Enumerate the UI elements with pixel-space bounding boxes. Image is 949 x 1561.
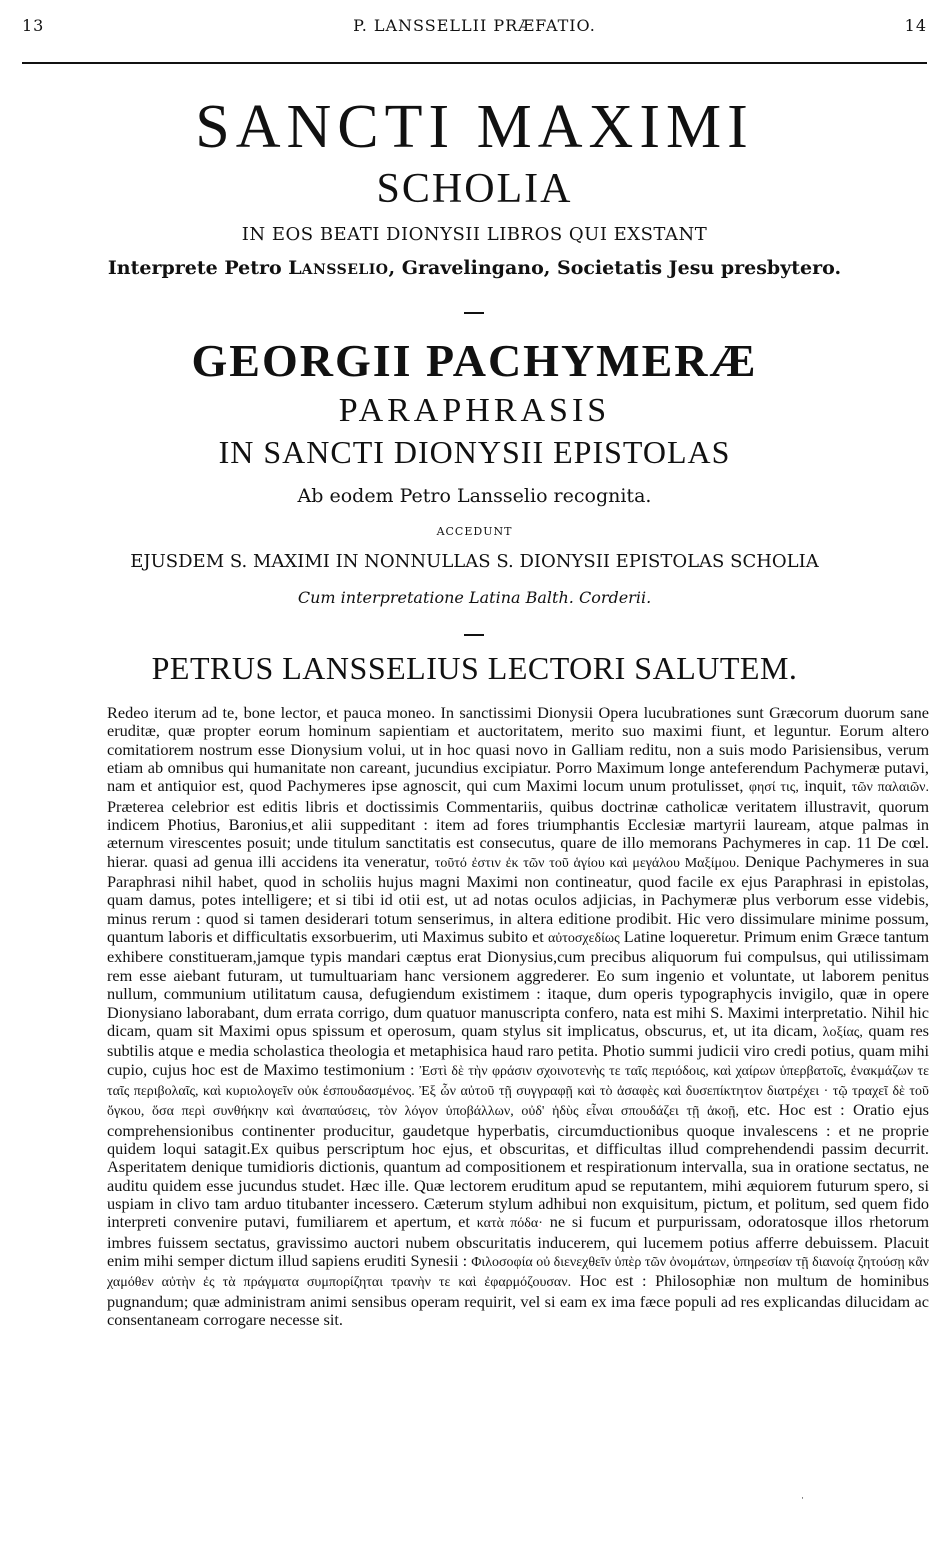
roman-segment: De cœl. hierar.	[107, 833, 929, 871]
interprete-suffix: , Gravelingano, Societatis Jesu presbytero.	[388, 257, 842, 279]
page-number-right: 14	[904, 16, 927, 35]
body-segment: etc. Hoc est :	[739, 1100, 853, 1120]
accedunt-label: ACCEDUNT	[436, 525, 513, 538]
greek-quote: φησί τις,	[748, 780, 799, 796]
section-heading-lectori-salutem: PETRUS LANSSELIUS LECTORI SALUTEM.	[151, 650, 798, 686]
body-segment: Latine loqueretur. Primum enim Græce tantum exhibere constitueram,jamque typis mandari cæptus erat Dionysius,cum precibus aliquorum fui compulsus, qui utilissimam rem esse aiebant futuram, ut tumultuariam hanc versionem aggrederer. Eo sum ingenio et voluntate, ut laborem penitus nullum, communium utilitatum causa, defugiendum existimem : itaque, dum operis typographycis invigilo, quæ in opere Dionysiano laborabant, dum errata corrigo, dum quatuor manuscripta confero, nata est mihi S. Maximi interpretatio. Nihil hic dicam, quam sit Maximi opus spissum et operosum, quam stylus sit implicatus, obscurus, et, ut ita dicam,	[107, 927, 929, 1040]
roman-segment: Oratio ejus comprehensionibus continenter producitur, gaudetque hyperbatis, circumductionibus quoque invalescens : et ne proprie quidem loqui satagit.Ex quibus perscriptum hoc ejus, et obscuritas, et difficultas illud comprehendendi passim decurrit. Asperitatem denique tumidioris dictionis, quantum ad compositionem et respirationum intervalla, sua in oratione sectatus, ne auditu quidem esse jucundus studet.	[107, 1100, 930, 1195]
separator-dash	[464, 312, 484, 314]
body-segment: inquit,	[798, 776, 852, 796]
body-segment: quam res subtilis atque e media scholastica theologia et metaphisica haud raro petita. Photio summi judicii viro credi potius, quam mihi cupio, cujus hoc est de Maximo testimonium :	[107, 1020, 930, 1079]
corderii-line: Cum interpretatione Latina Balth. Corderii.	[297, 588, 652, 607]
separator-dash	[464, 634, 484, 636]
interprete-line	[30, 257, 919, 279]
greek-quote: Φιλοσοφία οὐ διενεχθεῖν ὑπὲρ τῶν ὀνομάτων, ὑπηρεσίαν τῇ διανοίᾳ ζητούσῃ κἂν χαμόθεν αὐτὴν ἐς τὰ πράγματα συμπορίζηται τρανὴν τε καὶ ἐφαρμόζουσαν.	[107, 1254, 929, 1291]
subtitle-dionysii-libros: IN EOS BEATI DIONYSII LIBROS QUI EXSTANT	[241, 224, 708, 245]
running-head	[22, 16, 927, 42]
interprete-name-rest: ANSSELIO	[301, 262, 389, 278]
body-segment: Redeo iterum ad te, bone lector, et pauca moneo. In sanctissimi Dionysii Opera lucubrationes sunt Græcorum duorum sane eruditæ, quæ propter eorum hominum sapientiam et auctoritatem, merito suo maximi fiunt, et leguntur. Eorum altero comitatiorem nostrum esse Dionysium volui, ut in hoc quasi novo in Galliam reditu, non a suis modo Parisiensibus, verum etiam ab omnibus qui humanitate non careant, jucundius excipiatur. Porro Maximum longe anteferendum Pachymeræ putavi, nam et antiquior est, quod Pachymeres ipse agnoscit, qui cum Maximi locum unum protulisset,	[107, 703, 929, 796]
title-sancti-maximi: SANCTI MAXIMI	[195, 93, 754, 161]
greek-quote: τοῦτό ἐστιν ἐκ τῶν τοῦ ἁγίου καὶ μεγάλου Μαξίμου.	[434, 855, 740, 871]
title-in-epistolas: IN SANCTI DIONYSII EPISTOLAS	[218, 434, 731, 470]
body-segment: Hæc ille. Quæ lectorem eruditum apud se reputantem, mihi æquiorem futurum spero, si uspiam in clivo tam arduo titubanter incessero. Cæterum stylum adhibui non exquisitum, pictum, et politum, sed quem fido interpreti convenire putavi, fumiliarem et apertum, et	[107, 1175, 930, 1232]
print-speck-mark: ˙	[800, 1497, 805, 1508]
recognita-line: Ab eodem Petro Lansselio recognita.	[297, 485, 652, 507]
greek-quote: τῶν παλαιῶν.	[851, 780, 929, 796]
greek-quote: Ἐστὶ δὲ τὴν φράσιν σχοινοτενὴς τε ταῖς περιόδοις, καὶ χαίρων ὑπερβατοῖς, ἐνακμάζων τε ταῖς περιβολαῖς, καὶ κυριολογεῖν οὐκ ἐσπουδασμένος. Ἐξ ὧν αὐτοῦ τῇ συγγραφῇ καὶ τὸ ἀσαφὲς καὶ δυσεπίκτητον διατρέχει · τῷ τραχεῖ δὲ τοῦ ὄγκου, ὅσα περὶ συνθήκην καὶ ἀναπαύσεις, τὸν λόγον ὑποβάλλων, οὐδ' ἡδὺς εἶναι σπουδάζει τῇ ἀκοῇ,	[107, 1063, 929, 1120]
header-rule	[22, 62, 927, 64]
roman-segment: Philosophiæ non multum de hominibus pugnandum; quæ administram animi sensibus operam requirit, vel si eam ex ima fæce populi ad res explicandas dilucidam ac consentaneam corrogare necesse sit.	[107, 1271, 929, 1329]
body-segment: Denique Pachymeres in sua Paraphrasi nihil habet, quod in scholiis hujus magni Maximi non contineatur, quod facile ex ejus Paraphrasi in epistolas, quam damus, potes intelligere; et si tibi id otii est, ut ad notas oculos adjicias, in Pachymeræ plus verborum esse videbis, minus rerum : quod si tamen desiderari totum senserimus, in altera editione prodibit. Hic vero dissimulare minime possum, quantum laboris et difficultatis exsorbuerim, uti Maximus subito et	[107, 851, 929, 947]
greek-quote: αὐτοσχεδίως	[547, 931, 620, 947]
title-paraphrasis: PARAPHRASIS	[338, 392, 611, 429]
running-head-title: P. LANSSELLII PRÆFATIO.	[353, 16, 596, 35]
title-georgii-pachymerae: GEORGII PACHYMERÆ	[191, 335, 758, 386]
page-number-left: 13	[22, 16, 45, 35]
interprete-name-cap: L	[288, 257, 302, 279]
body-segment: Hoc est :	[571, 1271, 656, 1291]
body-segment: ne si fucum et purpurissam, odoratosque illos rhetorum imbres fuissem sectatus, gravissimo auctori nubem obscuritatis inducerem, qui lucemem potius afferre debuissem. Placuit enim mihi semper dictum illud sapiens eruditi Synesii :	[107, 1212, 929, 1270]
interprete-prefix: Interprete Petro	[107, 257, 289, 279]
greek-quote: λοξίας,	[822, 1024, 863, 1040]
body-segment: quasi ad genua illi accidens ita veneratur,	[148, 851, 435, 871]
ejusdem-scholia-line: EJUSDEM S. MAXIMI IN NONNULLAS S. DIONYSII EPISTOLAS SCHOLIA	[130, 551, 819, 572]
preface-body-text	[107, 704, 929, 1329]
body-segment: Præterea celebrior est editis libris et doctissimis Commentariis, quibus doctrinæ catholicæ veritatem illustravit, quorum indicem Photius, Baronius,et alii suppeditant : item ad fores triumphantis Ecclesiæ martyrii lauream, atque palmas in æternum virescentes posuit; unde titulum sanctitatis est consecutus, quare de illo memorans Pachymeres in cap. 11	[107, 796, 929, 853]
title-scholia: SCHOLIA	[376, 166, 573, 212]
greek-quote: κατὰ πόδα·	[476, 1216, 543, 1232]
